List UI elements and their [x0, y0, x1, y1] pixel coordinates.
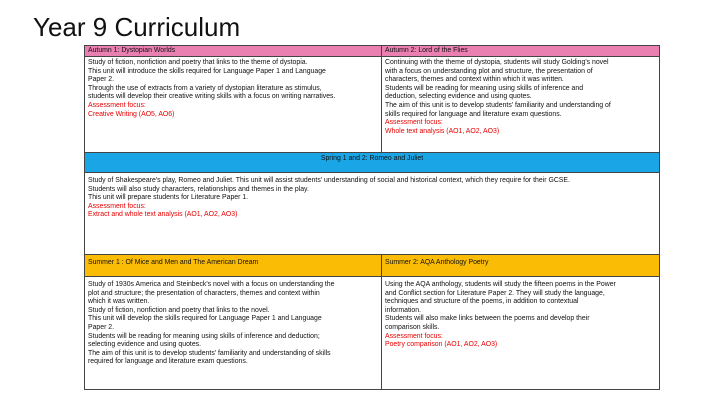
summer-1-text: Students will be reading for meaning using skills of inference and deduction; — [88, 332, 320, 340]
summer-2-text: and Conflict section for Literature Paper 2. They will study the language, — [385, 289, 605, 297]
autumn-2-text: characters, themes and context within which it was written. — [385, 76, 564, 84]
summer-1-text: Study of fiction, nonfiction and poetry that links to the novel. — [88, 306, 270, 314]
autumn-1-body — [85, 57, 382, 152]
spring-focus-value: Extract and whole text analysis (AO1, AO2, AO3) — [88, 211, 238, 219]
summer-1-body — [85, 277, 382, 389]
autumn-2-focus-label: Assessment focus: — [385, 119, 443, 127]
summer-2-text: techniques and structure of the poems, in addition to contextual — [385, 298, 579, 306]
autumn-body-row — [85, 56, 659, 152]
summer-1-text: Study of 1930s America and Steinbeck's novel with a focus on understanding the — [88, 281, 335, 288]
spring-text: This unit will prepare students for Literature Paper 1. — [88, 194, 249, 202]
autumn-1-text: This unit will introduce the skills required for Language Paper 1 and Language — [88, 67, 326, 75]
summer-header-row — [85, 254, 659, 276]
autumn-1-text: Paper 2. — [88, 76, 115, 84]
autumn-1-header: Autumn 1: Dystopian Worlds — [85, 46, 382, 56]
summer-1-text: The aim of this unit is to develop students' familiarity and understanding of skills — [88, 349, 331, 357]
autumn-1-focus-label: Assessment focus: — [88, 101, 146, 109]
summer-1-header: Summer 1 : Of Mice and Men and The American Dream — [85, 255, 382, 276]
spring-focus-label: Assessment focus: — [88, 202, 146, 210]
summer-2-header: Summer 2: AQA Anthology Poetry — [382, 255, 659, 276]
spring-body-row — [85, 172, 659, 254]
summer-1-text: required for language and literature exam questions. — [88, 358, 248, 366]
summer-body-row — [85, 276, 659, 389]
autumn-2-text: with a focus on understanding plot and structure, the presentation of — [385, 67, 593, 75]
autumn-1-text: students will develop their creative writing skills with a focus on writing narratives. — [88, 93, 336, 101]
summer-1-text: This unit will develop the skills required for Language Paper 1 and Language — [88, 315, 322, 323]
slide-title: Year 9 Curriculum — [33, 12, 241, 42]
autumn-header-row — [85, 46, 659, 56]
summer-2-text: comparison skills. — [385, 323, 440, 331]
spring-header: Spring 1 and 2: Romeo and Juliet — [85, 153, 659, 172]
spring-header-row — [85, 152, 659, 172]
summer-2-body — [382, 277, 659, 389]
summer-2-text: Students will also make links between the poems and develop their — [385, 315, 590, 323]
autumn-2-focus-value: Whole text analysis (AO1, AO2, AO3) — [385, 127, 500, 135]
autumn-2-text: The aim of this unit is to develop students' familiarity and understanding of — [385, 101, 611, 109]
summer-1-text: which it was written. — [88, 298, 150, 306]
summer-2-text: Using the AQA anthology, students will study the fifteen poems in the Power — [385, 281, 616, 288]
autumn-2-text: deduction, selecting evidence and using quotes. — [385, 93, 532, 101]
summer-1-text: Paper 2. — [88, 323, 115, 331]
summer-2-focus-value: Poetry comparison (AO1, AO2, AO3) — [385, 341, 498, 349]
autumn-2-text: skills required for language and literature exam questions. — [385, 110, 562, 118]
spring-body — [85, 173, 659, 254]
autumn-2-text: Students will be reading for meaning using skills of inference and — [385, 84, 584, 92]
summer-1-text: selecting evidence and using quotes. — [88, 341, 202, 349]
summer-1-text: plot and structure; the presentation of characters, themes and context within — [88, 289, 320, 297]
spring-text: Students will also study characters, relationships and themes in the play. — [88, 185, 309, 193]
summer-2-focus-label: Assessment focus: — [385, 332, 443, 340]
autumn-1-text: Study of fiction, nonfiction and poetry that links to the theme of dystopia. — [88, 59, 308, 66]
autumn-2-text: Continuing with the theme of dystopia, students will study Golding's novel — [385, 59, 609, 66]
autumn-2-body — [382, 57, 659, 152]
spring-text: Study of Shakespeare's play, Romeo and Juliet. This unit will assist students' understanding of social and historical context, which they require for their GCSE. — [88, 177, 570, 184]
curriculum-table — [84, 45, 660, 390]
summer-2-text: information. — [385, 306, 422, 314]
autumn-2-header: Autumn 2: Lord of the Flies — [382, 46, 659, 56]
autumn-1-text: Through the use of extracts from a variety of dystopian literature as stimulus, — [88, 84, 322, 92]
autumn-1-focus-value: Creative Writing (AO5, AO6) — [88, 110, 175, 118]
